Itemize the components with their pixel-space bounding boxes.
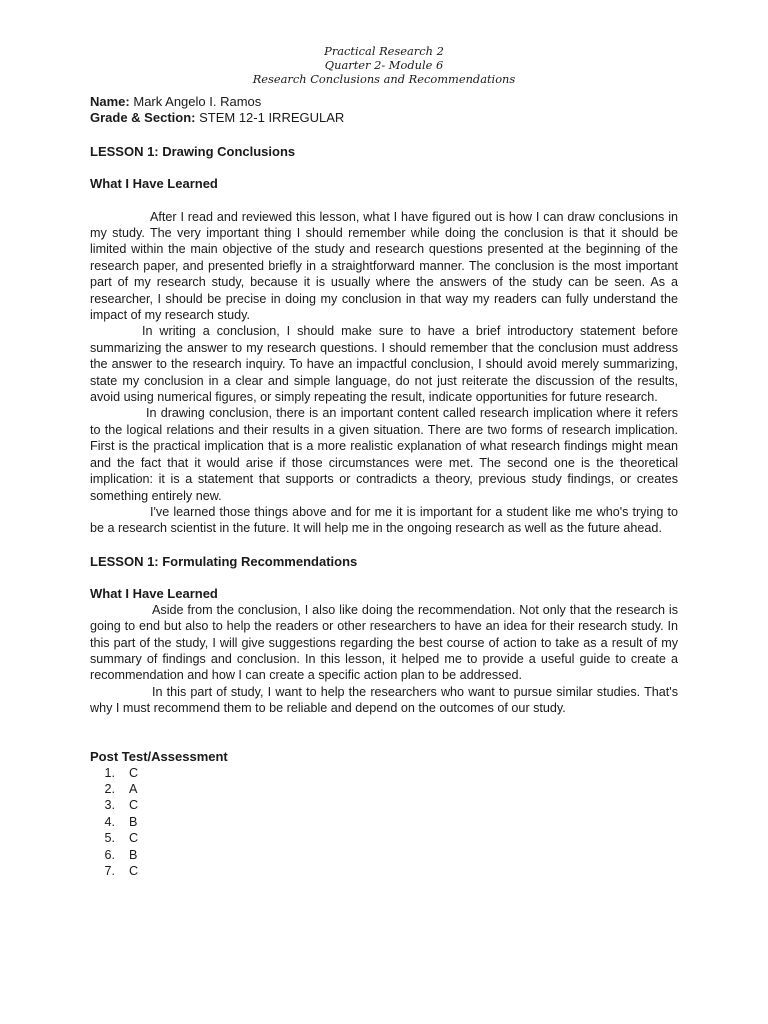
lesson1-paragraph: I've learned those things above and for me it is important for a student like me who's trying to be a research scientist in the future. It will help me in the ongoing research as well as the future ahead. <box>90 504 678 536</box>
list-item <box>90 781 678 797</box>
course-title: Practical Research 2 <box>324 44 444 58</box>
list-item <box>90 863 678 879</box>
lesson1-paragraph: After I read and reviewed this lesson, what I have figured out is how I can draw conclusions in my study. The very important thing I should remember while doing the conclusion is that it should be limited within the main objective of the study and research questions presented at the beginning of the research paper, and presented briefly in a straightforward manner. The conclusion is the most important part of my research study, because it is usually where the answers of the study can be seen. As a researcher, I should be precise in doing my conclusion in that way my readers can fully understand the impact of my research study. <box>90 209 678 323</box>
answer-list <box>90 765 678 880</box>
lesson1-paragraph: In drawing conclusion, there is an important content called research implication where it refers to the logical relations and their results in a given situation. There are two forms of research implication. First is the practical implication that is a more realistic explanation of what research findings might mean and the fact that it would arise if those circumstances were met. The second one is the theoretical implication: it is a statement that supports or contradicts a theory, previous study findings, or creates something entirely new. <box>90 406 678 503</box>
answer-number: 1. <box>104 765 115 780</box>
lesson2-paragraph: In this part of study, I want to help the researchers who want to pursue similar studies. That's why I must recommend them to be reliable and depend on the outcomes of our study. <box>90 684 678 716</box>
module-title: Research Conclusions and Recommendations <box>252 72 516 87</box>
module-header <box>90 44 678 87</box>
name-row <box>90 94 678 111</box>
list-item <box>90 797 678 813</box>
answer-number: 6. <box>104 847 115 862</box>
list-item <box>90 830 678 846</box>
answer-number: 2. <box>104 781 115 796</box>
name-value: Mark Angelo I. Ramos <box>133 93 262 109</box>
answer-letter: C <box>129 831 139 846</box>
lesson1-subheading: What I Have Learned <box>90 175 218 191</box>
lesson2-subheading: What I Have Learned <box>90 585 218 601</box>
answer-letter: C <box>129 765 139 780</box>
list-item <box>90 814 678 830</box>
post-test-title: Post Test/Assessment <box>90 748 228 764</box>
lesson2-paragraph: Aside from the conclusion, I also like doing the recommendation. Not only that the research is going to end but also to help the readers or other researchers to have an idea for their research study. In this part of the study, I will give suggestions regarding the best course of action to take as a result of my summary of findings and conclusion. In this lesson, it helped me to provide a useful guide to create a recommendation and how I can create a specific action plan to be addressed. <box>90 602 678 683</box>
answer-number: 5. <box>104 831 115 846</box>
list-item <box>90 765 678 781</box>
module-number: Quarter 2- Module 6 <box>324 58 444 73</box>
answer-number: 7. <box>104 864 115 879</box>
section-row <box>90 110 678 127</box>
section-value: STEM 12-1 IRREGULAR <box>199 110 345 126</box>
answer-letter: B <box>129 814 138 829</box>
student-info <box>90 94 678 127</box>
name-label: Name: <box>90 93 130 109</box>
answer-letter: A <box>129 781 138 796</box>
answer-number: 3. <box>104 798 115 813</box>
list-item <box>90 847 678 863</box>
answer-letter: C <box>129 798 139 813</box>
answer-letter: C <box>129 864 139 879</box>
lesson1-title: LESSON 1: Drawing Conclusions <box>90 143 296 159</box>
lesson1-paragraph: In writing a conclusion, I should make sure to have a brief introductory statement before summarizing the answer to my research questions. I should remember that the conclusion must address the answer to the research inquiry. To have an impactful conclusion, I should avoid merely summarizing, state my conclusion in a clear and simple language, do not just reiterate the discussion of the results, avoid using numerical figures, or simply repeating the result, indicate opportunities for future research. <box>90 324 678 405</box>
answer-number: 4. <box>104 814 115 829</box>
lesson2-title: LESSON 1: Formulating Recommendations <box>90 553 358 569</box>
section-label: Grade & Section: <box>90 110 196 126</box>
answer-letter: B <box>129 847 138 862</box>
document-page <box>90 44 678 879</box>
